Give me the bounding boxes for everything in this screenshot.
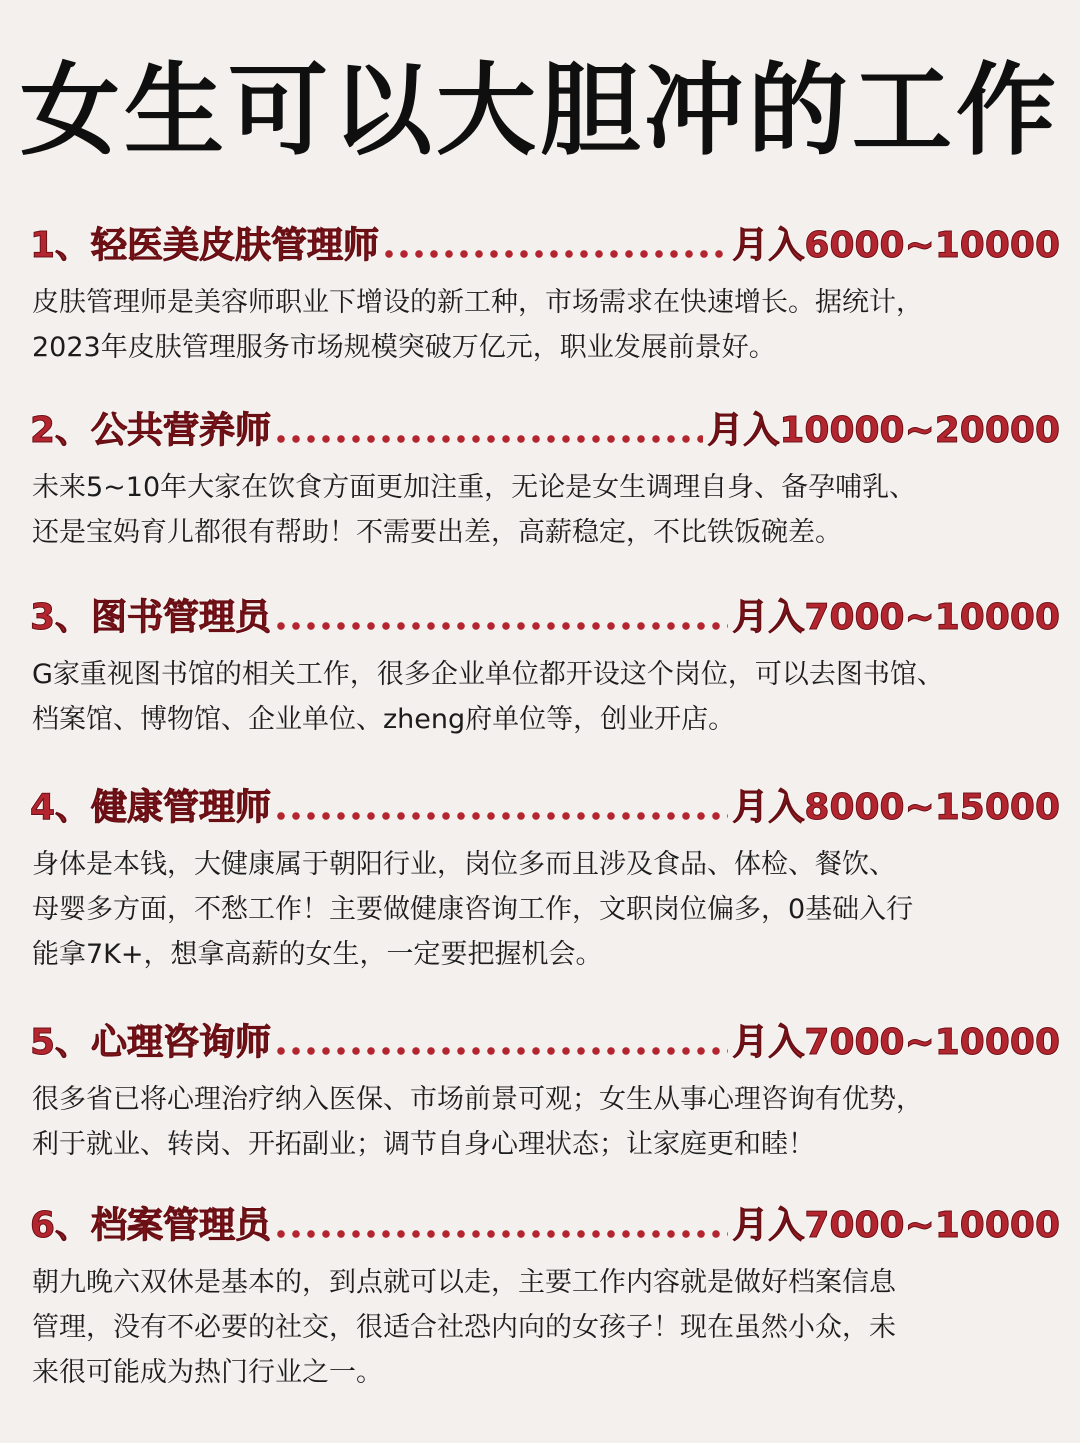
job-title: 2、公共营养师: [30, 410, 272, 451]
job-heading-row: [30, 208, 1060, 268]
job-salary: 月入7000~10000: [732, 597, 1060, 638]
description-line: 母婴多方面，不愁工作！主要做健康咨询工作，文职岗位偏多，0基础入行: [32, 894, 914, 925]
dotted-leader: [383, 248, 728, 260]
job-heading-row: [30, 1005, 1060, 1065]
description-line: 身体是本钱，大健康属于朝阳行业，岗位多而且涉及食品、体检、餐饮、: [32, 849, 896, 880]
job-salary: 月入10000~20000: [707, 410, 1060, 451]
job-item-3: [30, 580, 1060, 742]
dotted-leader: [275, 620, 728, 632]
job-description: [32, 465, 1060, 555]
job-description: [32, 1077, 1060, 1167]
job-item-2: [30, 393, 1060, 555]
job-heading-row: [30, 770, 1060, 830]
job-description: [32, 280, 1060, 370]
dotted-leader: [275, 1045, 728, 1057]
description-line: 管理，没有不必要的社交，很适合社恐内向的女孩子！现在虽然小众，未: [32, 1312, 896, 1343]
job-title: 3、图书管理员: [30, 597, 272, 638]
job-item-5: [30, 1005, 1060, 1167]
job-salary: 月入6000~10000: [732, 225, 1060, 266]
job-heading-row: [30, 1188, 1060, 1248]
job-salary: 月入7000~10000: [732, 1022, 1060, 1063]
description-line: 皮肤管理师是美容师职业下增设的新工种，市场需求在快速增长。据统计，: [32, 287, 923, 318]
job-title: 6、档案管理员: [30, 1205, 272, 1246]
dotted-leader: [275, 810, 728, 822]
job-title: 4、健康管理师: [30, 787, 272, 828]
description-line: 未来5~10年大家在饮食方面更加注重，无论是女生调理自身、备孕哺乳、: [32, 472, 917, 503]
job-item-6: [30, 1188, 1060, 1395]
job-salary: 月入7000~10000: [732, 1205, 1060, 1246]
page-title: 女生可以大胆冲的工作: [20, 52, 1060, 169]
dotted-leader: [275, 1228, 728, 1240]
job-item-4: [30, 770, 1060, 977]
description-line: 利于就业、转岗、开拓副业；调节自身心理状态；让家庭更和睦！: [32, 1129, 815, 1160]
dotted-leader: [275, 433, 703, 445]
job-title: 1、轻医美皮肤管理师: [30, 225, 380, 266]
description-line: 档案馆、博物馆、企业单位、zheng府单位等，创业开店。: [32, 704, 736, 735]
description-line: 2023年皮肤管理服务市场规模突破万亿元，职业发展前景好。: [32, 332, 776, 363]
description-line: 朝九晚六双休是基本的，到点就可以走，主要工作内容就是做好档案信息: [32, 1267, 896, 1298]
description-line: 很多省已将心理治疗纳入医保、市场前景可观；女生从事心理咨询有优势，: [32, 1084, 923, 1115]
job-title: 5、心理咨询师: [30, 1022, 272, 1063]
description-line: 能拿7K+，想拿高薪的女生，一定要把握机会。: [32, 939, 603, 970]
job-item-1: [30, 208, 1060, 370]
description-line: 还是宝妈育儿都很有帮助！不需要出差，高薪稳定，不比铁饭碗差。: [32, 517, 842, 548]
job-description: [32, 842, 1060, 977]
description-line: 来很可能成为热门行业之一。: [32, 1357, 383, 1388]
job-heading-row: [30, 580, 1060, 640]
job-heading-row: [30, 393, 1060, 453]
job-description: [32, 1260, 1060, 1395]
job-salary: 月入8000~15000: [732, 787, 1060, 828]
description-line: G家重视图书馆的相关工作，很多企业单位都开设这个岗位，可以去图书馆、: [32, 659, 944, 690]
job-description: [32, 652, 1060, 742]
